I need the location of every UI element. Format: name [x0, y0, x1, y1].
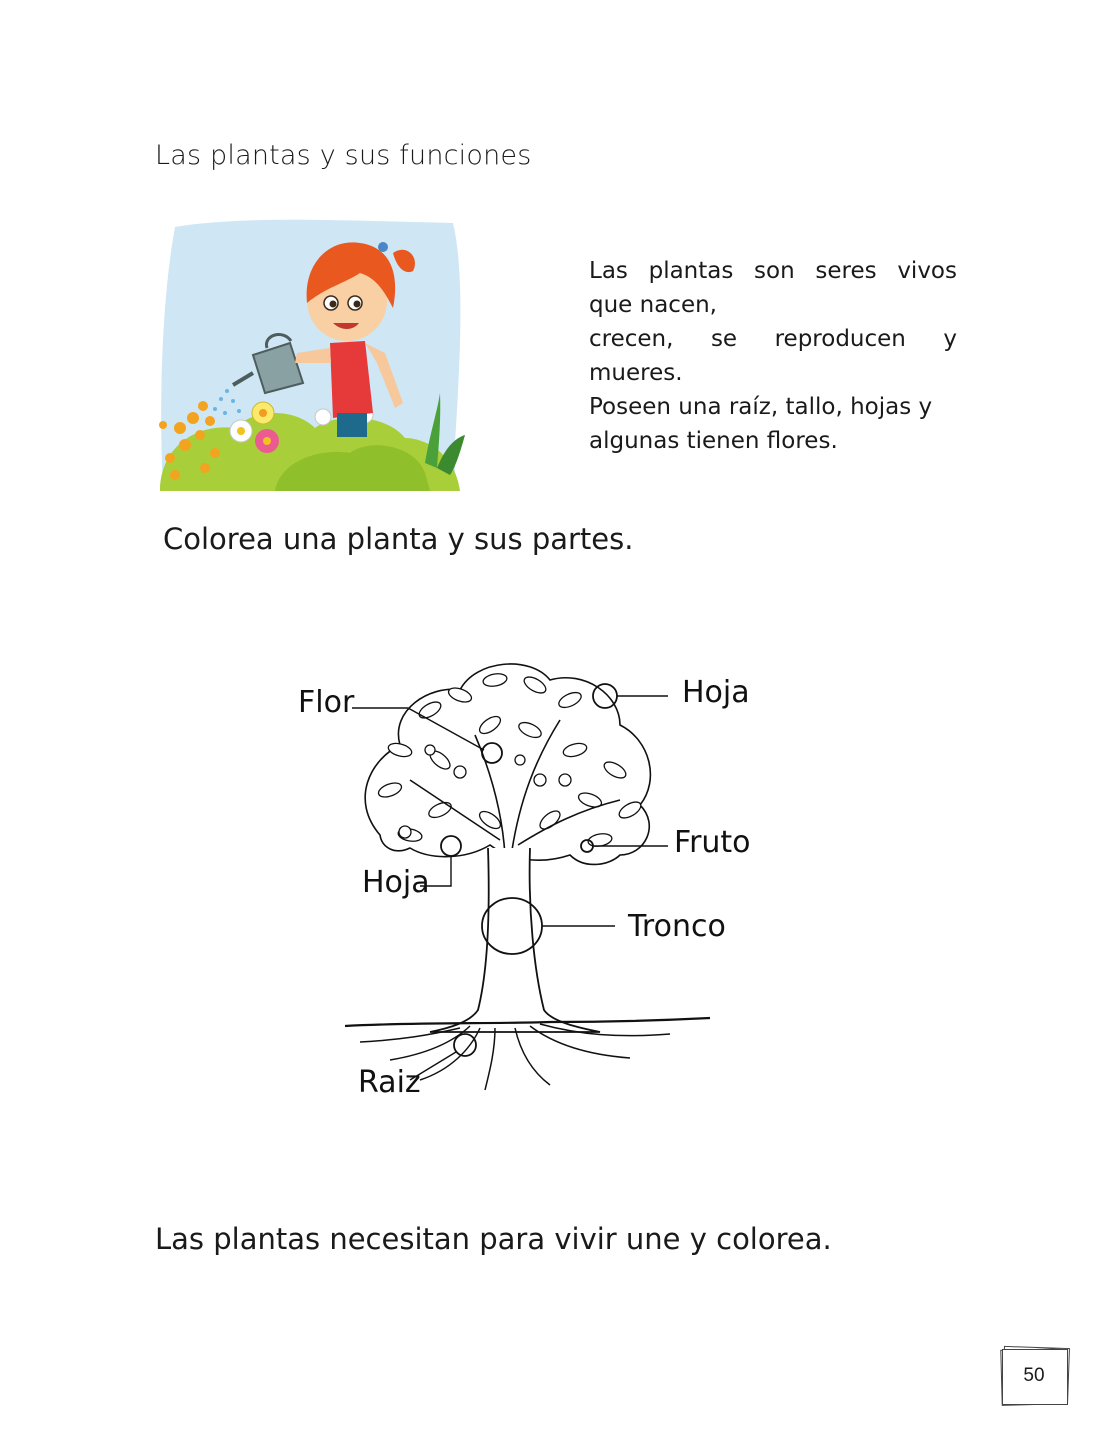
intro-line: mueres.	[589, 360, 683, 386]
label-trunk: Tronco	[628, 909, 726, 944]
label-leaf-left: Hoja	[362, 865, 430, 900]
label-fruit: Fruto	[674, 825, 751, 860]
page-number: 50	[1023, 1365, 1045, 1386]
page-title: Las plantas y sus funciones	[155, 140, 532, 171]
activity-instruction-2: Las plantas necesitan para vivir une y colorea.	[155, 1222, 832, 1256]
label-flower: Flor	[298, 685, 355, 720]
intro-line: Las plantas son seres vivos	[589, 258, 957, 284]
label-root: Raiz	[358, 1065, 421, 1100]
label-leaf-top: Hoja	[682, 675, 750, 710]
tree-parts-diagram	[290, 650, 760, 1110]
activity-instruction: Colorea una planta y sus partes.	[163, 522, 634, 556]
intro-line: algunas tienen flores.	[589, 428, 838, 454]
girl-watering-plants-illustration	[155, 213, 467, 491]
intro-line: que nacen,	[589, 292, 717, 318]
intro-paragraph	[589, 254, 957, 458]
page-number-box	[1000, 1347, 1068, 1405]
intro-line: Poseen una raíz, tallo, hojas y	[589, 394, 933, 420]
intro-line: crecen, se reproducen y	[589, 326, 957, 352]
